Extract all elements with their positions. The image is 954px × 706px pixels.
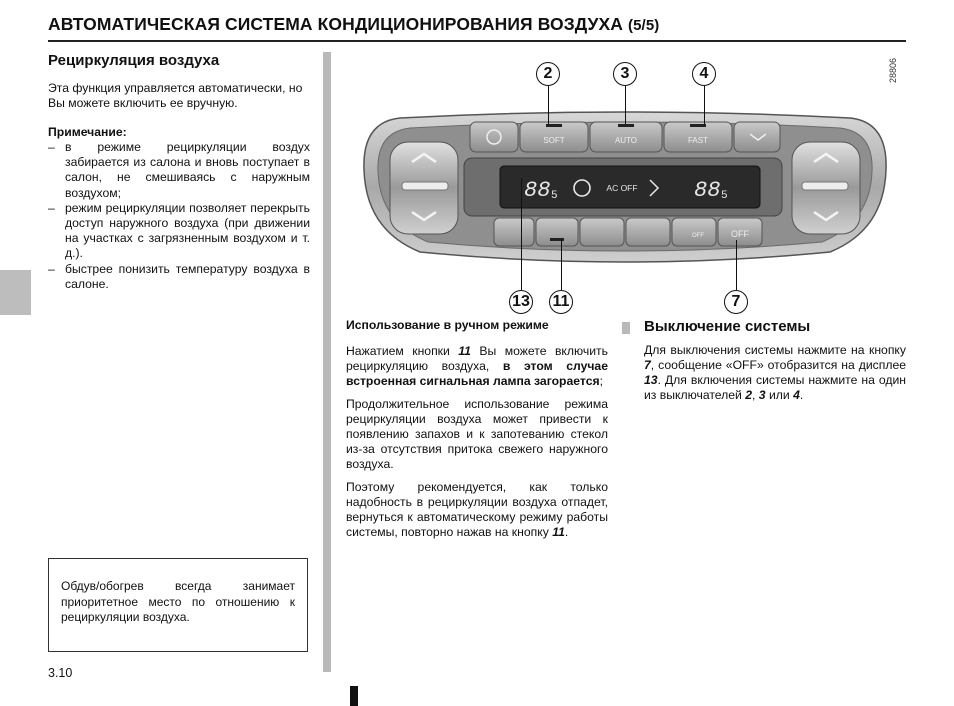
manual-mode-p2: Продолжительное использование режима рециркуляции воздуха может привести к появлению запахов и к запотеванию стекол из-за отсутствия притока свежего наружного воздуха. xyxy=(346,397,608,471)
fast-label: FAST xyxy=(687,136,709,145)
leader-line xyxy=(704,86,705,124)
right-temp-decimal: 5 xyxy=(721,190,728,202)
note-item: – в режиме рециркуляции воздух забирается из салона и вновь поступает в салон, не смешиваясь с наружным воздухом; xyxy=(48,140,310,201)
leader-line xyxy=(625,86,626,124)
right-column xyxy=(644,318,906,403)
note-item: – режим рециркуляции позволяет перекрыть доступ наружного воздуха (при движении на участках с загрязненным воздухом и т. д.). xyxy=(48,201,310,262)
note-label: Примечание: xyxy=(48,125,127,139)
page-marker xyxy=(350,686,358,706)
soft-label: SOFT xyxy=(543,136,565,145)
leader-line xyxy=(548,86,549,124)
recirculation-heading: Рециркуляция воздуха xyxy=(48,52,220,69)
note-item: – быстрее понизить температуру воздуха в салоне. xyxy=(48,262,310,292)
callout-4: 4 xyxy=(692,62,716,86)
note-list xyxy=(48,140,310,292)
title-text: АВТОМАТИЧЕСКАЯ СИСТЕМА КОНДИЦИОНИРОВАНИЯ ВОЗДУХА xyxy=(48,14,624,34)
fan-speed-button xyxy=(494,218,534,246)
switch-off-heading: Выключение системы xyxy=(644,318,811,335)
windshield-button xyxy=(580,218,624,246)
callout-11: 11 xyxy=(549,290,573,314)
section-marker xyxy=(622,322,630,334)
airflow-button xyxy=(734,122,780,152)
left-temp-decimal: 5 xyxy=(551,190,558,202)
title-part: (5/5) xyxy=(628,17,660,34)
callout-2: 2 xyxy=(536,62,560,86)
fan-button xyxy=(470,122,518,152)
switch-off-text: Для выключения системы нажмите на кнопку 7, сообщение «OFF» отобразится на дисплее 13. Для включения системы нажмите на один из выключателей 2, 3 или 4. xyxy=(644,343,906,402)
page-title xyxy=(48,14,659,35)
small-off-label: OFF xyxy=(692,233,704,239)
auto-label: AUTO xyxy=(614,136,638,145)
callout-7: 7 xyxy=(724,290,748,314)
right-temp-display: 88 xyxy=(694,178,721,203)
off-label: OFF xyxy=(731,229,749,239)
header-rule xyxy=(48,40,906,42)
image-code: 28806 xyxy=(888,58,898,84)
recirculation-button xyxy=(536,218,578,246)
middle-column xyxy=(346,318,608,548)
column-divider xyxy=(323,52,331,672)
ac-off-button xyxy=(672,218,716,246)
callout-3: 3 xyxy=(613,62,637,86)
leader-line xyxy=(736,240,737,290)
callout-13: 13 xyxy=(509,290,533,314)
left-temp-display: 88 xyxy=(524,178,551,203)
climate-control-panel xyxy=(360,100,890,280)
page-number: 3.10 xyxy=(48,666,73,680)
manual-mode-heading: Использование в ручном режиме xyxy=(346,318,549,332)
ac-status: AC OFF xyxy=(606,183,638,193)
left-column xyxy=(48,46,310,292)
priority-note-box xyxy=(48,558,308,652)
rear-defrost-button xyxy=(626,218,670,246)
recirculation-intro: Эта функция управляется автоматически, но Вы можете включить ее вручную. xyxy=(48,81,303,110)
section-tab xyxy=(0,270,31,315)
manual-mode-p3: Поэтому рекомендуется, как только надобность в рециркуляции воздуха отпадет, вернуться к автоматическому режиму работы системы, повторно нажав на кнопку 11. xyxy=(346,480,608,539)
priority-note-text: Обдув/обогрев всегда занимает приоритетное место по отношению к рециркуляции воздуха. xyxy=(61,579,295,624)
leader-line xyxy=(521,178,522,290)
leader-line xyxy=(561,240,562,290)
manual-mode-p1: Нажатием кнопки 11 Вы можете включить рециркуляцию воздуха, в этом случае встроенная сигнальная лампа загорается; xyxy=(346,344,608,388)
